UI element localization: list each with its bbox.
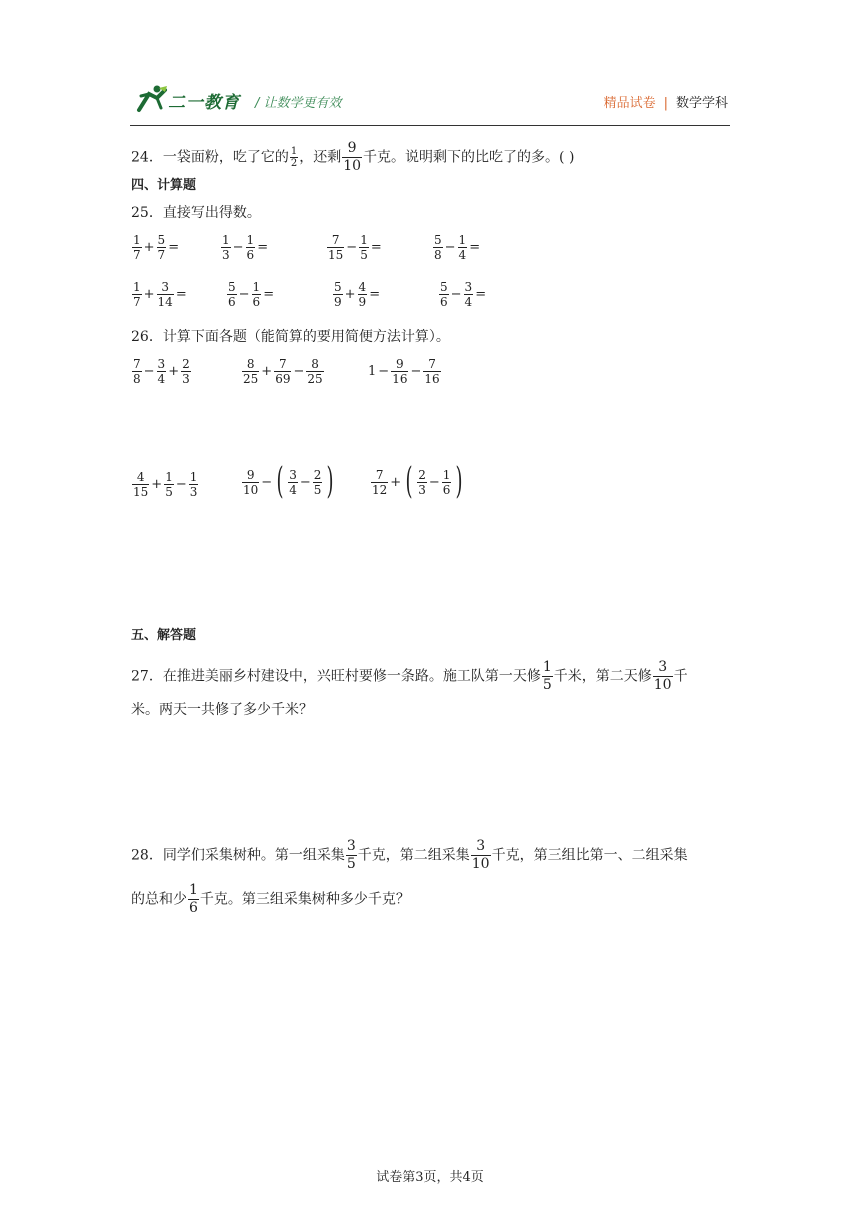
operator: + xyxy=(168,364,180,379)
q28-fraction-3: $\frac{1}{6}$ xyxy=(189,882,198,916)
fraction: $\frac{1}{5}$ xyxy=(360,233,368,262)
q28-fraction-1: $\frac{3}{5}$ xyxy=(346,838,356,872)
header-subject: 数学学科 xyxy=(675,96,728,111)
q26-expression xyxy=(131,470,199,499)
operator: + xyxy=(261,364,273,379)
q28-text-1: 28．同学们采集树种。第一组采集 xyxy=(131,847,345,864)
q26-expression xyxy=(241,461,337,502)
q26-expression xyxy=(131,357,192,386)
q25-expression xyxy=(438,280,487,309)
fraction: $\frac{1}{6}$ xyxy=(246,233,255,262)
operator: + xyxy=(143,287,155,302)
operator: = xyxy=(370,240,382,255)
fraction: $\frac{4}{9}$ xyxy=(358,280,367,309)
q27-fraction-2: $\frac{3}{10}$ xyxy=(653,659,672,693)
operator: + xyxy=(344,287,356,302)
q24-mid: ，还剩 xyxy=(299,149,342,166)
operator: + xyxy=(151,477,163,492)
header-slogan: / 让数学更有效 xyxy=(255,96,342,111)
fraction: $\frac{5}{9}$ xyxy=(334,280,342,309)
question-24 xyxy=(131,140,574,175)
q26-expression xyxy=(367,357,442,386)
q25-expression xyxy=(131,280,188,309)
q27-text-2: 千米，第二天修 xyxy=(553,668,652,685)
logo-text: 二一教育 xyxy=(168,93,240,113)
operator: = xyxy=(175,287,187,302)
q28-fraction-2: $\frac{3}{10}$ xyxy=(471,838,490,872)
operator: = xyxy=(168,240,180,255)
q24-fraction-2: $\frac{9}{10}$ xyxy=(343,140,362,174)
fraction: $\frac{8}{25}$ xyxy=(243,357,259,386)
fraction: $\frac{7}{12}$ xyxy=(372,467,388,497)
fraction: $\frac{9}{10}$ xyxy=(243,467,259,497)
leading-number: 1 xyxy=(368,364,377,379)
q25-expression xyxy=(131,233,180,262)
q24-suffix: 千克。说明剩下的比吃了的多。( ) xyxy=(363,149,575,166)
left-paren: ( xyxy=(405,461,413,502)
fraction: $\frac{5}{7}$ xyxy=(157,233,166,262)
right-paren: ) xyxy=(326,461,334,502)
operator: − xyxy=(238,287,250,302)
fraction: $\frac{3}{4}$ xyxy=(464,280,473,309)
question-26-title: 26．计算下面各题（能简算的要用简便方法计算）。 xyxy=(131,329,450,345)
fraction: $\frac{3}{4}$ xyxy=(157,357,166,386)
operator: − xyxy=(450,287,462,302)
header-label: 精品试卷 xyxy=(603,96,656,111)
fraction: $\frac{7}{15}$ xyxy=(328,233,344,262)
fraction: $\frac{9}{16}$ xyxy=(392,357,408,386)
fraction: $\frac{2}{3}$ xyxy=(182,357,190,386)
operator: − xyxy=(261,474,273,490)
fraction: $\frac{1}{5}$ xyxy=(165,470,173,499)
right-paren: ) xyxy=(455,461,463,502)
question-27-line-1 xyxy=(131,659,688,694)
fraction: $\frac{7}{69}$ xyxy=(275,357,291,386)
operator: − xyxy=(293,364,305,379)
header-right xyxy=(604,92,728,111)
page-footer: 试卷第3页，共4页 xyxy=(376,1170,484,1185)
fraction: $\frac{1}{7}$ xyxy=(133,233,141,262)
section-5-heading: 五、解答题 xyxy=(131,628,197,643)
fraction: $\frac{1}{6}$ xyxy=(252,280,261,309)
operator: − xyxy=(346,240,358,255)
q25-expression xyxy=(432,233,481,262)
operator: − xyxy=(299,474,311,490)
q26-expression xyxy=(370,461,466,502)
q24-prefix: 24．一袋面粉，吃了它的 xyxy=(131,149,289,166)
operator: = xyxy=(257,240,269,255)
question-27-line-2: 米。两天一共修了多少千米？ xyxy=(131,702,313,718)
operator: − xyxy=(175,477,187,492)
operator: = xyxy=(469,240,481,255)
fraction: $\frac{7}{8}$ xyxy=(133,357,141,386)
q26-expression xyxy=(241,357,325,386)
q28-text-4: 的总和少 xyxy=(131,891,187,908)
operator: − xyxy=(410,364,422,379)
q28-text-5: 千克。第三组采集树种多少千克？ xyxy=(199,891,410,908)
fraction: $\frac{1}{6}$ xyxy=(442,467,451,497)
fraction: $\frac{8}{25}$ xyxy=(307,357,323,386)
fraction: $\frac{5}{8}$ xyxy=(434,233,442,262)
fraction: $\frac{1}{3}$ xyxy=(189,470,198,499)
operator: − xyxy=(428,474,440,490)
fraction: $\frac{4}{15}$ xyxy=(133,470,149,499)
operator: = xyxy=(475,287,487,302)
q24-fraction-1: $\frac{1}{2}$ xyxy=(290,146,298,169)
q25-expression xyxy=(226,280,275,309)
operator: − xyxy=(232,240,244,255)
q28-text-3: 千克，第三组比第一、二组采集 xyxy=(491,847,688,864)
fraction: $\frac{5}{6}$ xyxy=(440,280,448,309)
fraction: $\frac{1}{7}$ xyxy=(133,280,141,309)
fraction: $\frac{2}{3}$ xyxy=(418,467,426,497)
operator: + xyxy=(390,474,402,490)
operator: = xyxy=(263,287,275,302)
question-28-line-2 xyxy=(131,882,410,917)
operator: − xyxy=(378,364,390,379)
fraction: $\frac{1}{3}$ xyxy=(222,233,230,262)
q28-text-2: 千克，第二组采集 xyxy=(357,847,470,864)
operator: − xyxy=(444,240,456,255)
q25-expression xyxy=(332,280,381,309)
fraction: $\frac{1}{4}$ xyxy=(458,233,467,262)
header-separator: | xyxy=(663,96,668,111)
header-rule xyxy=(130,125,730,126)
operator: = xyxy=(369,287,381,302)
question-28-line-1 xyxy=(131,838,688,873)
operator: + xyxy=(143,240,155,255)
left-paren: ( xyxy=(276,461,284,502)
q27-text-3: 千 xyxy=(673,668,688,685)
q25-expression xyxy=(326,233,383,262)
fraction: $\frac{5}{6}$ xyxy=(228,280,236,309)
q25-expression xyxy=(220,233,269,262)
fraction: $\frac{2}{5}$ xyxy=(313,467,322,497)
question-25-title: 25．直接写出得数。 xyxy=(131,205,261,221)
operator: − xyxy=(143,364,155,379)
fraction: $\frac{3}{4}$ xyxy=(289,467,297,497)
q27-fraction-1: $\frac{1}{5}$ xyxy=(542,659,552,693)
fraction: $\frac{7}{16}$ xyxy=(424,357,440,386)
fraction: $\frac{3}{14}$ xyxy=(157,280,173,309)
q27-text-1: 27．在推进美丽乡村建设中，兴旺村要修一条路。施工队第一天修 xyxy=(131,668,541,685)
section-4-heading: 四、计算题 xyxy=(131,178,197,193)
